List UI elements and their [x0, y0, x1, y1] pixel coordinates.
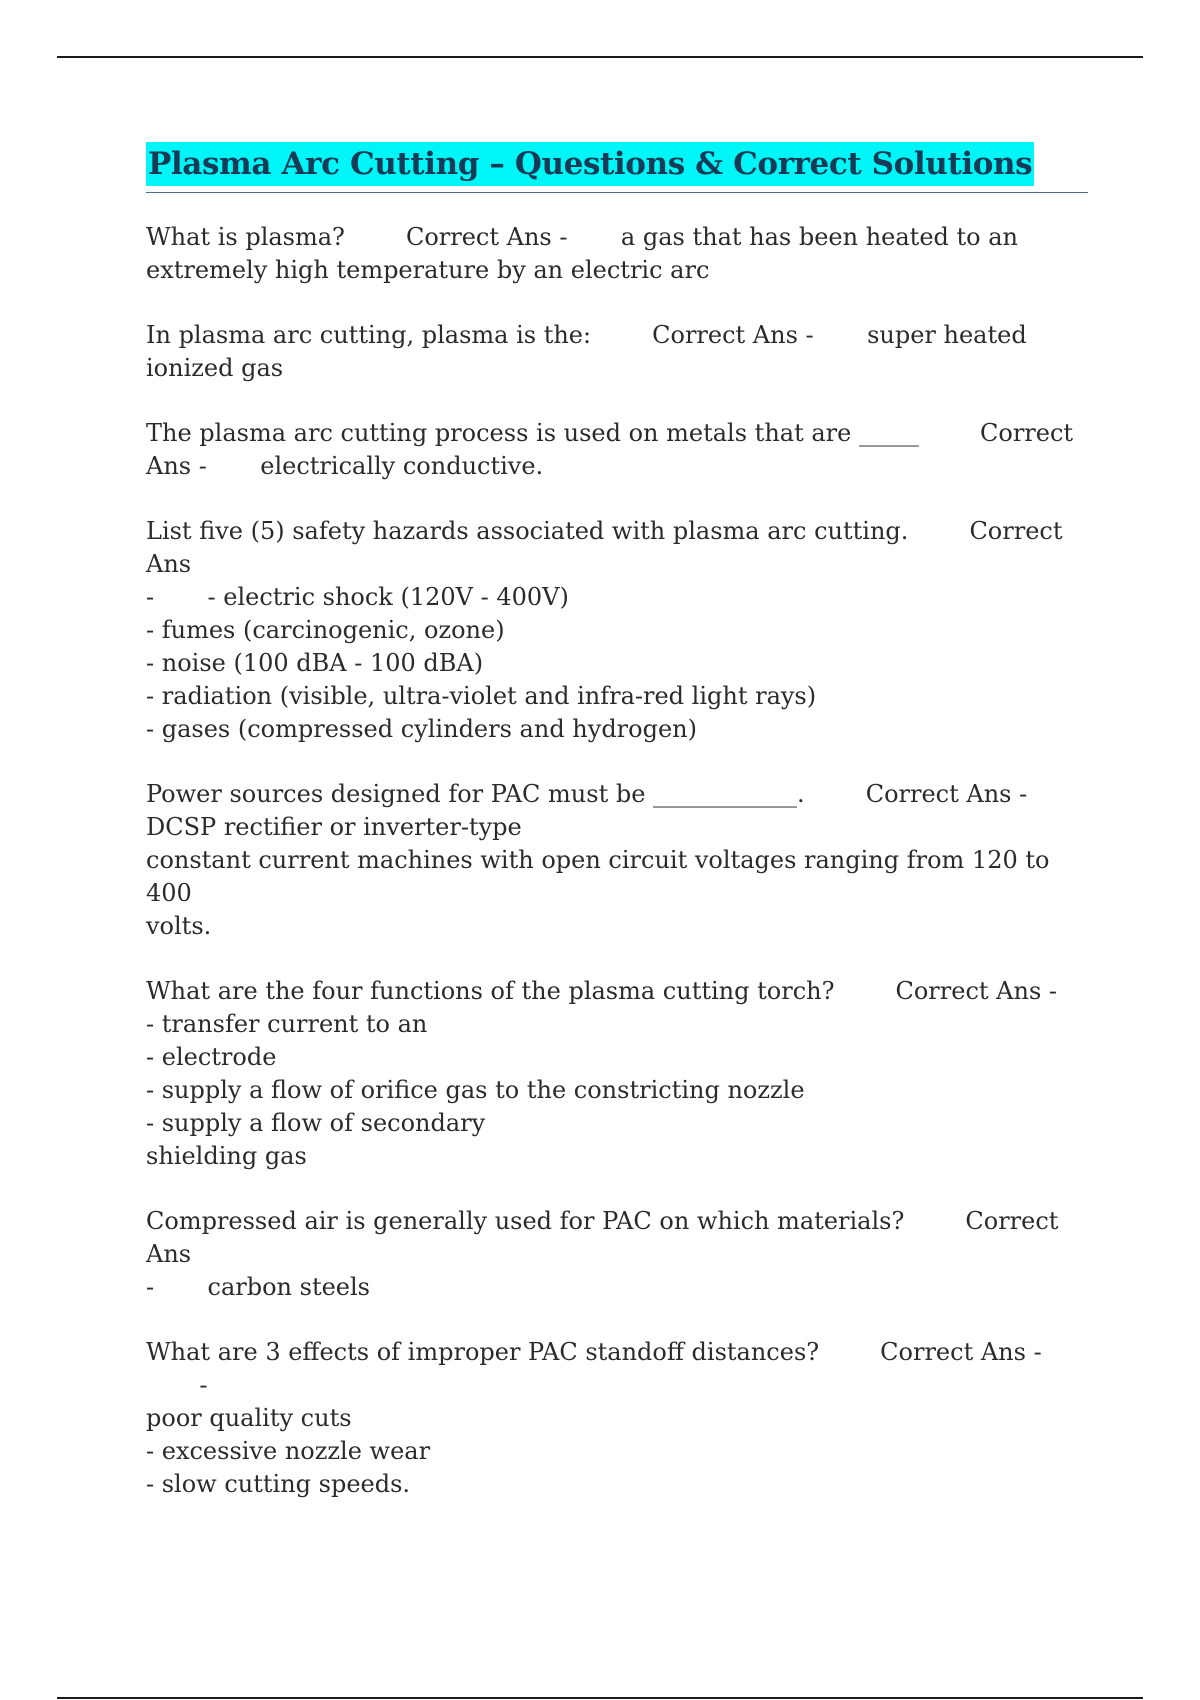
answer-label: Correct Ans -	[405, 223, 568, 251]
question-text: In plasma arc cutting, plasma is the:	[146, 321, 592, 349]
qa-entry	[146, 1205, 1088, 1304]
answer-text: - electric shock (120V - 400V) - fumes (carcinogenic, ozone) - noise (100 dBA - 100 dBA) - radiation (visible, ultra-violet and infra-red light rays) - gases (compressed cylinders and hydrogen)	[146, 583, 817, 743]
answer-label: Correct Ans -	[652, 321, 814, 349]
qa-entry	[146, 221, 1088, 287]
answer-label: Correct Ans -	[146, 419, 1074, 480]
answer-text: a gas that has been heated to an extremely high temperature by an electric arc	[146, 223, 1019, 284]
question-text: The plasma arc cutting process is used on metals that are _____	[146, 419, 919, 447]
answer-text: super heated ionized gas	[146, 321, 1027, 382]
answer-label: Correct Ans -	[146, 1207, 1059, 1301]
answer-label: Correct Ans -	[895, 977, 1058, 1005]
answer-label: Correct Ans -	[865, 780, 1028, 808]
question-text: List five (5) safety hazards associated with plasma arc cutting.	[146, 517, 909, 545]
question-text: Power sources designed for PAC must be ____________.	[146, 780, 805, 808]
answer-text: electrically conductive.	[260, 452, 544, 480]
qa-entry	[146, 515, 1088, 746]
qa-entry	[146, 1336, 1088, 1501]
qa-entry	[146, 778, 1088, 943]
document-title: Plasma Arc Cutting – Questions & Correct Solutions	[146, 142, 1034, 186]
question-text: What are the four functions of the plasma cutting torch?	[146, 977, 835, 1005]
header-rule	[57, 56, 1143, 58]
question-text: What is plasma?	[146, 223, 345, 251]
question-text: What are 3 effects of improper PAC standoff distances?	[146, 1338, 820, 1366]
document-body	[146, 142, 1088, 1533]
footer-rule	[57, 1697, 1143, 1699]
qa-entry	[146, 417, 1088, 483]
title-block	[146, 142, 1088, 193]
answer-label: Correct Ans -	[146, 517, 1063, 611]
answer-text: - poor quality cuts - excessive nozzle wear - slow cutting speeds.	[146, 1371, 431, 1498]
question-text: Compressed air is generally used for PAC on which materials?	[146, 1207, 905, 1235]
answer-label: Correct Ans -	[880, 1338, 1042, 1366]
qa-entry	[146, 319, 1088, 385]
answer-text: - transfer current to an - electrode - supply a flow of orifice gas to the constricting nozzle - supply a flow of secondary shielding gas	[146, 1010, 805, 1170]
qa-entry	[146, 975, 1088, 1173]
answer-text: DCSP rectifier or inverter-type constant current machines with open circuit voltages ranging from 120 to 400 volts.	[146, 813, 1050, 940]
answer-text: carbon steels	[207, 1273, 370, 1301]
